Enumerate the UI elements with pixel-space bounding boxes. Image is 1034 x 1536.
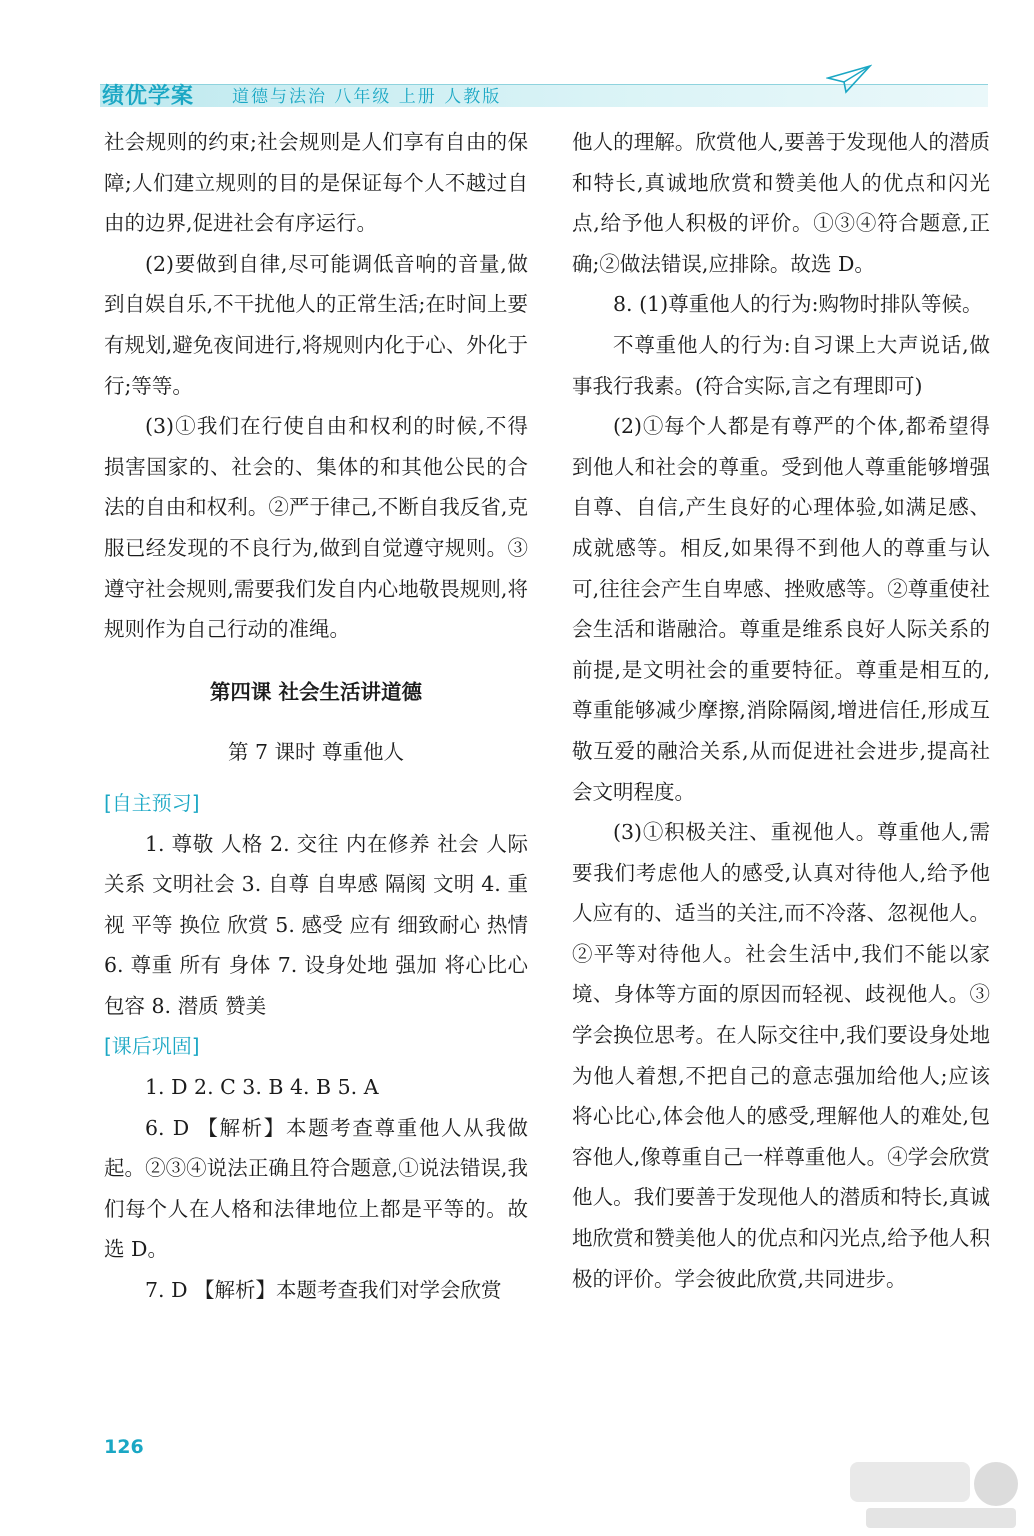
section-tag-preview [104, 783, 528, 824]
question-8-part-3: (3)①积极关注、重视他人。尊重他人,需要我们考虑他人的感受,认真对待他人,给予他人应有的、适当的关注,而不冷落、忽视他人。②平等对待他人。社会生活中,我们不能以家境、身体等方面的原因而轻视、歧视他人。③学会换位思考。在人际交往中,我们要设身处地为他人着想,不把自己的意志强加给他人;应该将心比心,体会他人的感受,理解他人的难处,包容他人,像尊重自己一样尊重他人。④学会欣赏他人。我们要善于发现他人的潜质和特长,真诚地欣赏和赞美他人的优点和闪光点,给予他人积极的评价。学会彼此欣赏,共同进步。 [572, 820, 990, 1291]
left-paragraph-1: 社会规则的约束;社会规则是人们享有自由的保障;人们建立规则的目的是保证每个人不越过自由的边界,促进社会有序运行。 [104, 130, 528, 236]
question-7-analysis: 7. D 【解析】本题考查我们对学会欣赏 [145, 1278, 502, 1303]
left-paragraph-2: (2)要做到自律,尽可能调低音响的音量,做到自娱自乐,不干扰他人的正常生活;在时间上要有规划,避免夜间进行,将规则内化于心、外化于行;等等。 [104, 251, 528, 398]
brand-logo: 绩优学案 [102, 84, 195, 109]
left-column [104, 122, 528, 1311]
question-8-part-1: 8. (1)尊重他人的行为:购物时排队等候。 [613, 292, 983, 317]
period-title: 第 7 课时 尊重他人 [227, 740, 405, 765]
book-subtitle: 道德与法治 八年级 上册 人教版 [232, 87, 502, 107]
preview-answers: 1. 尊敬 人格 2. 交往 内在修养 社会 人际关系 文明社会 3. 自尊 自卑感 隔阂 文明 4. 重视 平等 换位 欣赏 5. 感受 应有 细致耐心 热情 6. 尊重 所有 身体 7. 设身处地 强加 将心比心 包容 8. 潜质 赞美 [104, 831, 528, 1018]
right-paragraph-1: 他人的理解。欣赏他人,要善于发现他人的潜质和特长,真诚地欣赏和赞美他人的优点和闪光点,给予他人积极的评价。①③④符合题意,正确;②做法错误,应排除。故选 D。 [572, 130, 990, 276]
paper-plane-icon [826, 64, 872, 94]
page-number: 126 [104, 1436, 144, 1458]
question-6-analysis: 6. D 【解析】本题考查尊重他人从我做起。②③④说法正确且符合题意,①说法错误,我们每个人在人格和法律地位上都是平等的。故选 D。 [104, 1115, 528, 1262]
preview-tag-label: [自主预习] [104, 790, 200, 815]
lesson-title: 第四课 社会生活讲道德 [209, 679, 423, 704]
review-tag-label: [课后巩固] [104, 1034, 200, 1059]
section-tag-review [104, 1026, 528, 1067]
left-paragraph-3: (3)①我们在行使自由和权利的时候,不得损害国家的、社会的、集体的和其他公民的合法的自由和权利。②严于律己,不断自我反省,克服已经发现的不良行为,做到自觉遵守规则。③遵守社会规则,需要我们发自内心地敬畏规则,将规则作为自己行动的准绳。 [104, 414, 528, 642]
page-header [0, 0, 1034, 118]
right-column [572, 122, 990, 1299]
right-paragraph-3: 不尊重他人的行为:自习课上大声说话,做事我行我素。(符合实际,言之有理即可) [572, 332, 990, 398]
review-answers: 1. D 2. C 3. B 4. B 5. A [145, 1075, 379, 1100]
question-8-part-2: (2)①每个人都是有尊严的个体,都希望得到他人和社会的尊重。受到他人尊重能够增强自尊、自信,产生良好的心理体验,如满足感、成就感等。相反,如果得不到他人的尊重与认可,往往会产生自卑感、挫败感等。②尊重使社会生活和谐融洽。尊重是维系良好人际关系的前提,是文明社会的重要特征。尊重是相互的,尊重能够减少摩擦,消除隔阂,增进信任,形成互敬互爱的融洽关系,从而促进社会进步,提高社会文明程度。 [572, 414, 990, 804]
watermark-logo [846, 1458, 1024, 1532]
